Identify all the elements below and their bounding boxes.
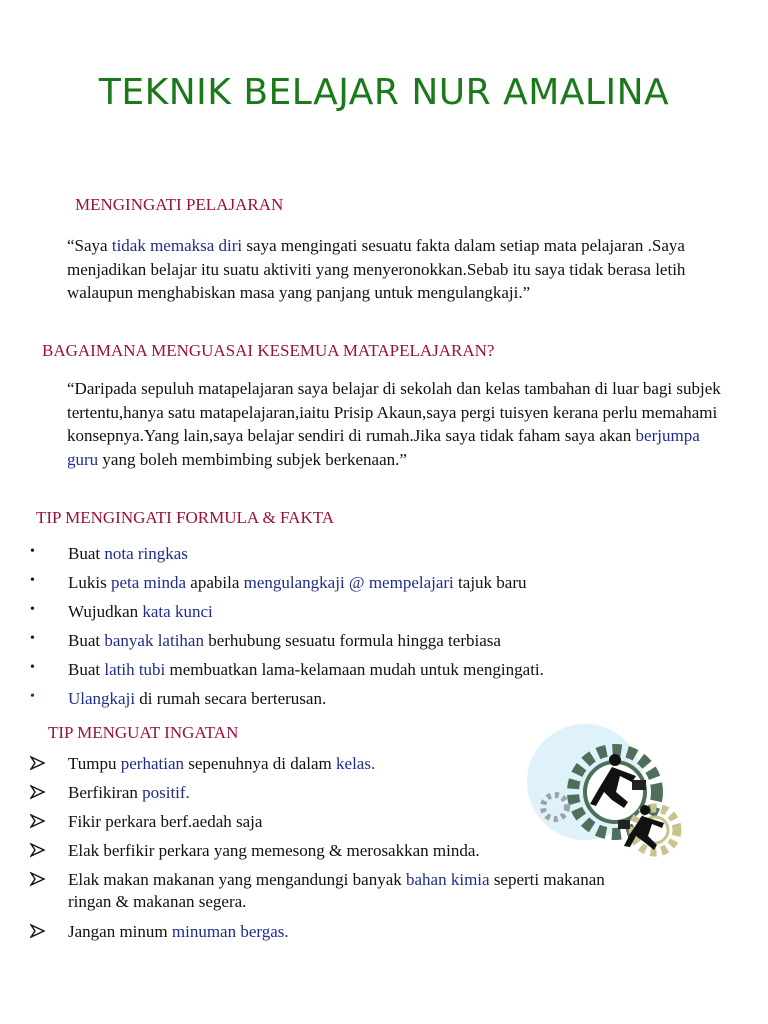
tip-formula-list — [30, 544, 544, 718]
list-item-continuation: ringan & makanan segera. — [68, 892, 247, 911]
bullet-icon: • — [30, 602, 35, 617]
section-heading-tip-ingatan: TIP MENGUAT INGATAN — [48, 723, 239, 742]
text-run: “Saya — [67, 236, 112, 255]
text-run: yang boleh membimbing subjek berkenaan.” — [98, 449, 407, 469]
bullet-icon: • — [30, 573, 35, 588]
list-item: • Buat latih tubi membuatkan lama-kelamaan mudah untuk mengingati. — [30, 660, 544, 679]
arrow-bullet-icon — [30, 842, 46, 858]
list-item: • Buat banyak latihan berhubung sesuatu formula hingga terbiasa — [30, 631, 501, 650]
list-item: • Ulangkaji di rumah secara berterusan. — [30, 689, 327, 708]
list-item: Tumpu perhatian sepenuhnya di dalam kelas. — [30, 754, 605, 783]
list-item: Elak makan makanan yang mengandungi banyak bahan kimia seperti makanan — [30, 870, 605, 892]
list-item: Elak berfikir perkara yang memesong & merosakkan minda. — [30, 841, 605, 870]
list-item: Jangan minum minuman bergas. — [30, 922, 605, 951]
list-item: • Buat nota ringkas — [30, 544, 188, 563]
tip-ingatan-list — [30, 754, 605, 951]
section-heading-tip-formula: TIP MENGINGATI FORMULA & FAKTA — [36, 508, 335, 527]
page-title: TEKNIK BELAJAR NUR AMALINA — [98, 72, 670, 113]
arrow-bullet-icon — [30, 755, 46, 771]
gears-running-figures-icon — [520, 712, 690, 882]
paragraph-bagaimana — [67, 377, 727, 471]
section-heading-bagaimana: BAGAIMANA MENGUASAI KESEMUA MATAPELAJARAN? — [42, 341, 495, 360]
list-item: Berfikiran positif. — [30, 783, 605, 812]
arrow-bullet-icon — [30, 871, 46, 887]
bullet-icon: • — [30, 660, 35, 675]
arrow-bullet-icon — [30, 923, 46, 939]
bullet-icon: • — [30, 544, 35, 559]
text-run: saya mengingati sesuatu fakta dalam setiap mata pelajaran .Saya menjadikan belajar itu suatu aktiviti yang menyeronokkan.Sebab itu saya tidak berasa letih walaupun menghabiskan masa yang panjang untuk mengulangkaji.” — [67, 236, 686, 302]
list-item: • Lukis peta minda apabila mengulangkaji @ mempelajari tajuk baru — [30, 573, 527, 592]
bullet-icon: • — [30, 689, 35, 704]
arrow-bullet-icon — [30, 813, 46, 829]
section-heading-mengingati: MENGINGATI PELAJARAN — [75, 195, 284, 214]
highlight-text: tidak memaksa diri — [111, 236, 243, 255]
arrow-bullet-icon — [30, 784, 46, 800]
list-item: Fikir perkara berf.aedah saja — [30, 812, 605, 841]
paragraph-mengingati — [67, 234, 727, 305]
bullet-icon: • — [30, 631, 35, 646]
text-run: “Daripada sepuluh matapelajaran saya belajar di sekolah dan kelas tambahan di luar bagi subjek tertentu,hanya satu matapelajaran,iaitu Prisip Akaun,saya pergi tuisyen kerana perlu memahami konsepnya.Yang lain,saya belajar sendiri di rumah.Jika saya tidak faham saya akan — [67, 379, 721, 445]
list-item: • Wujudkan kata kunci — [30, 602, 213, 621]
highlight-text: berjumpa guru — [67, 426, 700, 469]
